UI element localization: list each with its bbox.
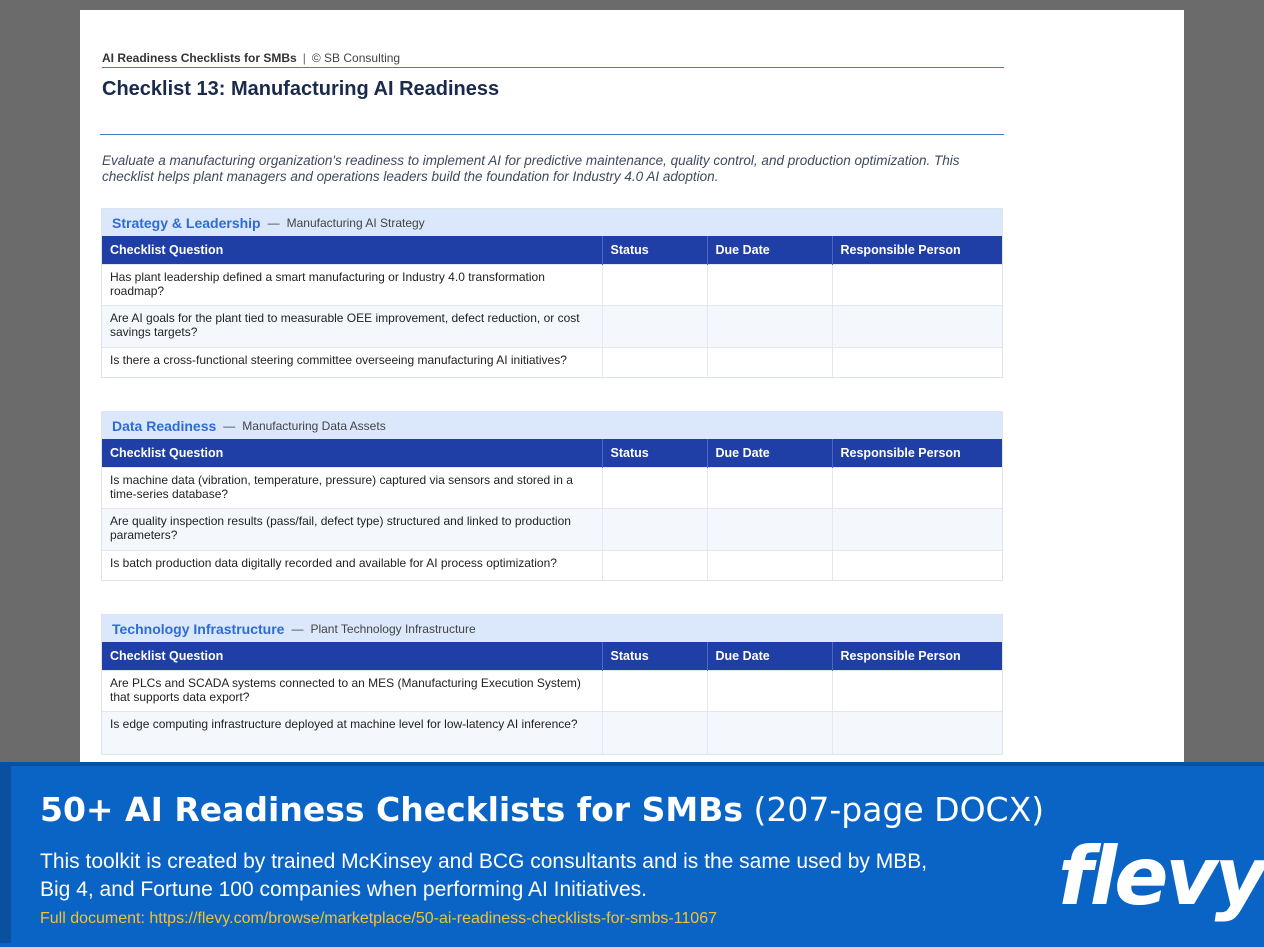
section-name: Strategy & Leadership bbox=[112, 214, 261, 231]
table-row bbox=[102, 671, 1002, 712]
header-owner: © SB Consulting bbox=[311, 51, 401, 65]
question-cell: Are quality inspection results (pass/fail, defect type) structured and linked to production parameters? bbox=[102, 509, 602, 551]
due-date-cell[interactable] bbox=[707, 712, 832, 754]
column-header-status: Status bbox=[602, 236, 707, 265]
status-cell[interactable] bbox=[602, 551, 707, 580]
status-cell[interactable] bbox=[602, 671, 707, 712]
due-date-cell[interactable] bbox=[707, 306, 832, 348]
section-data-readiness bbox=[101, 411, 1003, 581]
question-cell: Are AI goals for the plant tied to measurable OEE improvement, defect reduction, or cost savings targets? bbox=[102, 306, 602, 348]
table-row bbox=[102, 306, 1002, 348]
banner-edge bbox=[0, 766, 11, 943]
responsible-cell[interactable] bbox=[832, 712, 1002, 754]
responsible-cell[interactable] bbox=[832, 348, 1002, 377]
section-header bbox=[102, 615, 1002, 642]
column-header-responsible: Responsible Person bbox=[832, 642, 1002, 671]
table-header-row bbox=[102, 236, 1002, 265]
status-cell[interactable] bbox=[602, 306, 707, 348]
banner-description-line: Big 4, and Fortune 100 companies when performing AI Initiatives. bbox=[40, 878, 648, 901]
due-date-cell[interactable] bbox=[707, 468, 832, 509]
column-header-question: Checklist Question bbox=[102, 642, 602, 671]
table-row bbox=[102, 551, 1002, 580]
question-cell: Is machine data (vibration, temperature, pressure) captured via sensors and stored in a time-series database? bbox=[102, 468, 602, 509]
responsible-cell[interactable] bbox=[832, 509, 1002, 551]
column-header-status: Status bbox=[602, 439, 707, 468]
column-header-due-date: Due Date bbox=[707, 236, 832, 265]
table-row bbox=[102, 265, 1002, 306]
status-cell[interactable] bbox=[602, 265, 707, 306]
column-header-responsible: Responsible Person bbox=[832, 236, 1002, 265]
section-name: Data Readiness bbox=[112, 417, 217, 434]
responsible-cell[interactable] bbox=[832, 468, 1002, 509]
table-header-row bbox=[102, 439, 1002, 468]
table-row bbox=[102, 509, 1002, 551]
status-cell[interactable] bbox=[602, 712, 707, 754]
due-date-cell[interactable] bbox=[707, 671, 832, 712]
section-header bbox=[102, 412, 1002, 439]
column-header-due-date: Due Date bbox=[707, 439, 832, 468]
banner-title bbox=[40, 790, 1044, 829]
banner-description bbox=[40, 848, 940, 904]
header-brand: AI Readiness Checklists for SMBs bbox=[102, 51, 297, 65]
column-header-status: Status bbox=[602, 642, 707, 671]
table-header-row bbox=[102, 642, 1002, 671]
due-date-cell[interactable] bbox=[707, 551, 832, 580]
table-row bbox=[102, 712, 1002, 754]
responsible-cell[interactable] bbox=[832, 306, 1002, 348]
checklist-table bbox=[102, 236, 1002, 377]
running-header bbox=[102, 51, 1004, 68]
responsible-cell[interactable] bbox=[832, 265, 1002, 306]
banner-title-format: (207-page DOCX) bbox=[753, 790, 1045, 829]
section-subtitle: Manufacturing Data Assets bbox=[242, 418, 386, 433]
status-cell[interactable] bbox=[602, 348, 707, 377]
question-cell: Is there a cross-functional steering committee overseeing manufacturing AI initiatives? bbox=[102, 348, 602, 377]
table-row bbox=[102, 468, 1002, 509]
column-header-due-date: Due Date bbox=[707, 642, 832, 671]
question-cell: Has plant leadership defined a smart manufacturing or Industry 4.0 transformation roadmap? bbox=[102, 265, 602, 306]
section-dash: — bbox=[291, 621, 304, 636]
status-cell[interactable] bbox=[602, 509, 707, 551]
column-header-responsible: Responsible Person bbox=[832, 439, 1002, 468]
document-link[interactable]: Full document: https://flevy.com/browse/marketplace/50-ai-readiness-checklists-for-smbs-11067 bbox=[40, 910, 717, 927]
status-cell[interactable] bbox=[602, 468, 707, 509]
due-date-cell[interactable] bbox=[707, 509, 832, 551]
section-dash: — bbox=[223, 418, 236, 433]
section-dash: — bbox=[267, 215, 280, 230]
section-header bbox=[102, 209, 1002, 236]
due-date-cell[interactable] bbox=[707, 265, 832, 306]
header-separator: | bbox=[302, 51, 306, 65]
responsible-cell[interactable] bbox=[832, 671, 1002, 712]
column-header-question: Checklist Question bbox=[102, 236, 602, 265]
question-cell: Is edge computing infrastructure deployed at machine level for low-latency AI inference? bbox=[102, 712, 602, 754]
due-date-cell[interactable] bbox=[707, 348, 832, 377]
section-strategy-leadership bbox=[101, 208, 1003, 378]
question-cell: Is batch production data digitally recorded and available for AI process optimization? bbox=[102, 551, 602, 580]
table-row bbox=[102, 348, 1002, 377]
title-divider bbox=[100, 134, 1004, 135]
section-technology-infrastructure bbox=[101, 614, 1003, 755]
section-name: Technology Infrastructure bbox=[112, 620, 285, 637]
intro-paragraph: Evaluate a manufacturing organization's readiness to implement AI for predictive maintenance, quality control, and production optimization. This checklist helps plant managers and operations leaders build the foundation for Industry 4.0 AI adoption. bbox=[102, 153, 960, 184]
section-subtitle: Manufacturing AI Strategy bbox=[286, 215, 425, 230]
banner-description-line: This toolkit is created by trained McKinsey and BCG consultants and is the same used by MBB, bbox=[40, 850, 928, 873]
checklist-table bbox=[102, 642, 1002, 754]
section-subtitle: Plant Technology Infrastructure bbox=[310, 621, 476, 636]
column-header-question: Checklist Question bbox=[102, 439, 602, 468]
checklist-table bbox=[102, 439, 1002, 580]
flevy-logo: flevy bbox=[1058, 830, 1264, 923]
responsible-cell[interactable] bbox=[832, 551, 1002, 580]
banner-title-main: 50+ AI Readiness Checklists for SMBs bbox=[40, 790, 743, 829]
question-cell: Are PLCs and SCADA systems connected to an MES (Manufacturing Execution System) that supports data export? bbox=[102, 671, 602, 712]
page-title: Checklist 13: Manufacturing AI Readiness bbox=[102, 78, 500, 100]
